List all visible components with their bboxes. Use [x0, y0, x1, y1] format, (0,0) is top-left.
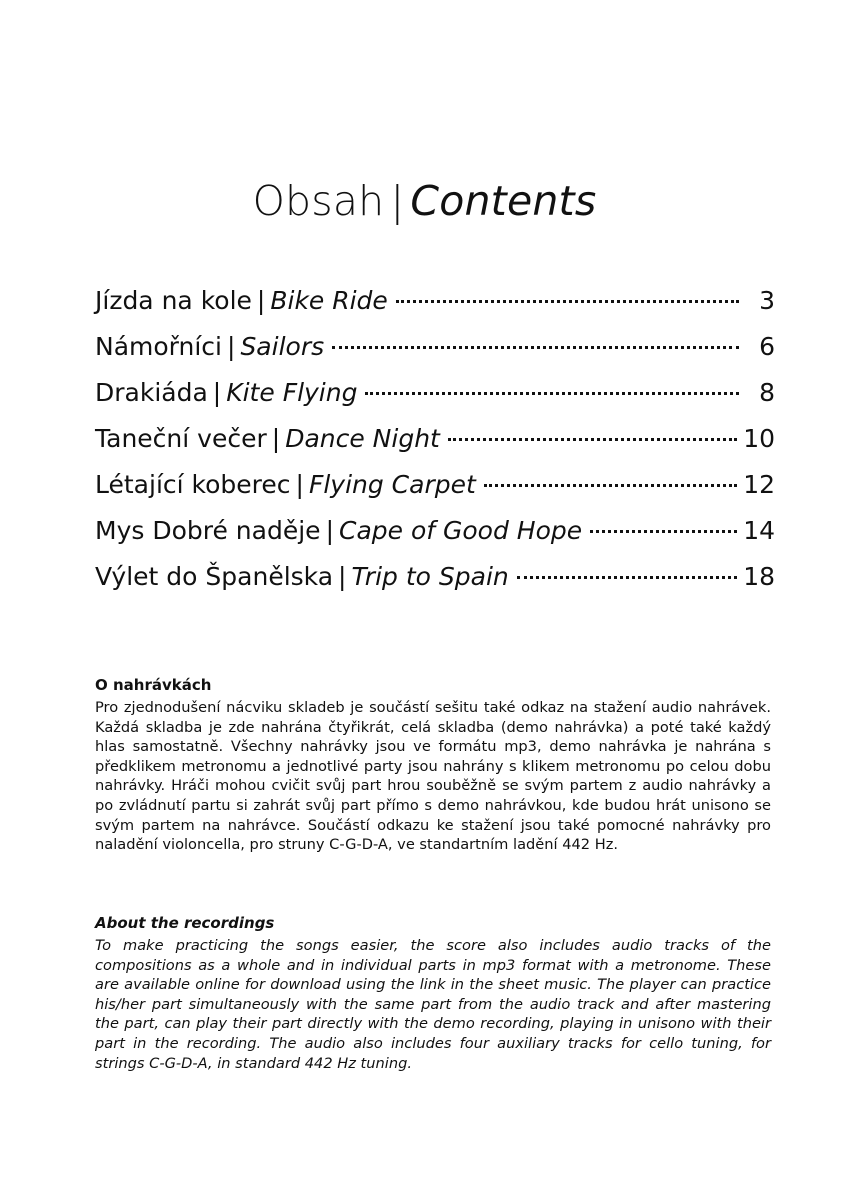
- toc-title-english: Trip to Spain: [351, 562, 509, 591]
- dot-leader: [396, 300, 739, 303]
- toc-page-number: 12: [743, 470, 775, 499]
- toc-page-number: 14: [743, 516, 775, 545]
- about-recordings-czech: [95, 674, 771, 855]
- dot-leader: [484, 484, 737, 487]
- toc-page-number: 3: [759, 286, 775, 315]
- toc-entry-bike-ride[interactable]: [95, 283, 775, 329]
- dot-leader: [365, 392, 739, 395]
- about-heading-english: About the recordings: [95, 914, 275, 932]
- toc-page-number: 10: [743, 424, 775, 453]
- toc-entry-trip-to-spain[interactable]: [95, 559, 775, 605]
- toc-page-number: 6: [759, 332, 775, 361]
- toc-title-czech: Výlet do Španělska: [95, 562, 334, 591]
- dot-leader: [332, 346, 739, 349]
- toc-separator: |: [325, 516, 334, 545]
- table-of-contents: [95, 283, 775, 605]
- dot-leader: [590, 530, 737, 533]
- toc-title-czech: Jízda na kole: [95, 286, 252, 315]
- dot-leader: [448, 438, 737, 441]
- toc-entry-flying-carpet[interactable]: [95, 467, 775, 513]
- toc-page-number: 8: [759, 378, 775, 407]
- toc-separator: |: [212, 378, 222, 407]
- toc-separator: |: [256, 286, 266, 315]
- title-separator: |: [390, 177, 405, 226]
- toc-separator: |: [227, 332, 236, 361]
- toc-title-czech: Drakiáda: [95, 378, 208, 407]
- toc-entry-cape-of-good-hope[interactable]: [95, 513, 775, 559]
- toc-title-czech: Námořníci: [95, 332, 222, 361]
- toc-separator: |: [295, 470, 304, 499]
- toc-title-czech: Létající koberec: [95, 470, 291, 499]
- toc-entry-dance-night[interactable]: [95, 421, 775, 467]
- about-recordings-english: [95, 912, 771, 1073]
- toc-title-english: Flying Carpet: [308, 470, 476, 499]
- toc-title-english: Sailors: [240, 332, 325, 361]
- about-text-czech: Pro zjednodušení nácviku skladeb je součástí sešitu také odkaz na stažení audio nahrávek. Každá skladba je zde nahrána čtyřikrát, celá skladba (demo nahrávka) a poté také každý hlas samostatně. Všechny nahrávky jsou ve formátu mp3, demo nahrávka je nahrána s předklikem metronomu a jednotlivé party jsou nahrány s klikem metronomu po celou dobu nahrávky. Hráči mohou cvičit svůj part hrou souběžně se svým partem z audio nahrávky a po zvládnutí partu si zahrát svůj part přímo s demo nahrávkou, kde budou hrát unisono se svým partem na nahrávce. Součástí odkazu ke stažení jsou také pomocné nahrávky pro naladění violoncella, pro struny C-G-D-A, ve standartním ladění 442 Hz.: [95, 699, 771, 854]
- about-text-english: To make practicing the songs easier, the score also includes audio tracks of the compositions as a whole and in individual parts in mp3 format with a metronome. These are available online for download using the link in the sheet music. The player can practice his/her part simultaneously with the same part from the audio track and after mastering the part, can play their part directly with the demo recording, playing in unisono with their part in the recording. The audio also includes four auxiliary tracks for cello tuning, for strings C-G-D-A, in standard 442 Hz tuning.: [95, 937, 771, 1072]
- dot-leader: [517, 576, 737, 579]
- toc-entry-kite-flying[interactable]: [95, 375, 775, 421]
- toc-page-number: 18: [743, 562, 775, 591]
- page-title: [0, 175, 849, 227]
- toc-title-english: Cape of Good Hope: [339, 516, 583, 545]
- toc-title-english: Bike Ride: [270, 286, 388, 315]
- toc-title-english: Kite Flying: [226, 378, 358, 407]
- about-heading-czech: O nahrávkách: [95, 676, 212, 694]
- toc-entry-sailors[interactable]: [95, 329, 775, 375]
- title-czech: Obsah: [252, 177, 385, 226]
- toc-separator: |: [338, 562, 347, 591]
- toc-title-czech: Mys Dobré naděje: [95, 516, 321, 545]
- toc-title-english: Dance Night: [285, 424, 440, 453]
- title-english: Contents: [410, 177, 597, 226]
- toc-separator: |: [271, 424, 281, 453]
- toc-title-czech: Taneční večer: [95, 424, 267, 453]
